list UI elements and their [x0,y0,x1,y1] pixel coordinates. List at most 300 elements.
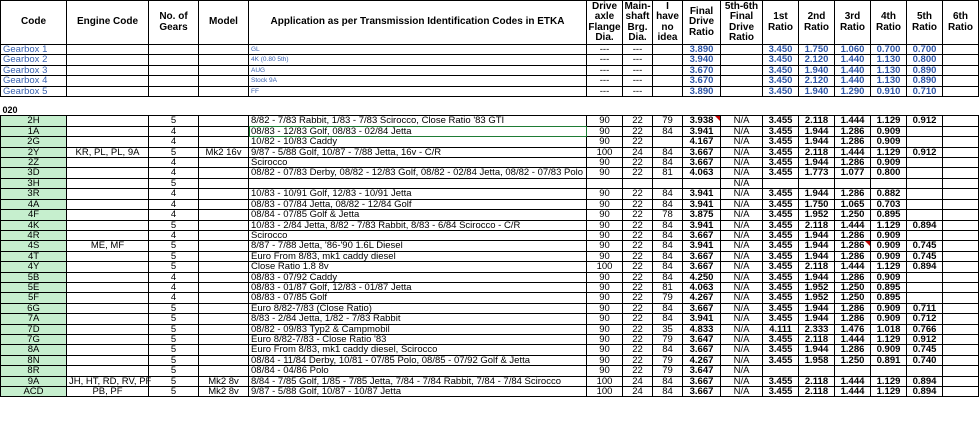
gears-cell[interactable]: 4 [149,282,199,292]
column-header[interactable]: 5th Ratio [907,1,943,45]
ratio-cell[interactable]: 0.766 [907,324,943,334]
cell[interactable]: 84 [653,376,683,386]
cell[interactable]: 22 [623,272,653,282]
ratio-cell[interactable]: 1.286 [835,251,871,261]
code-cell[interactable]: 2H [1,116,67,126]
ratio-cell[interactable]: 1.286 [835,345,871,355]
ratio-cell[interactable]: 3.455 [763,303,799,313]
cell[interactable]: 84 [653,158,683,168]
cell[interactable]: --- [623,55,653,65]
ratio-cell[interactable]: 3.455 [763,282,799,292]
ratio-cell[interactable]: 0.910 [871,86,907,96]
code-cell[interactable]: 2Z [1,158,67,168]
final-drive-cell[interactable]: 3.670 [683,65,721,75]
ratio-cell[interactable]: 0.909 [871,345,907,355]
ratio-cell[interactable]: 1.444 [835,116,871,126]
cell[interactable]: N/A [721,345,763,355]
code-cell[interactable]: 4Y [1,262,67,272]
cell[interactable]: 22 [623,230,653,240]
ratio-cell[interactable]: 0.891 [871,355,907,365]
ratio-cell[interactable]: 3.455 [763,230,799,240]
cell[interactable] [653,178,683,188]
ratio-cell[interactable]: 1.286 [835,137,871,147]
cell[interactable]: 90 [587,334,623,344]
model-cell[interactable]: Mk2 16v [199,147,249,157]
ratio-cell[interactable] [943,355,979,365]
cell[interactable] [199,45,249,55]
ratio-cell[interactable]: 1.440 [835,65,871,75]
ratio-cell[interactable] [943,116,979,126]
ratio-cell[interactable]: 2.118 [799,376,835,386]
ratio-cell[interactable]: 0.700 [907,45,943,55]
column-header[interactable]: 4th Ratio [871,1,907,45]
gears-cell[interactable]: 4 [149,199,199,209]
ratio-cell[interactable]: 0.909 [871,251,907,261]
final-drive-cell[interactable]: 3.941 [683,314,721,324]
application-cell[interactable]: 08/82 - 09/83 Typ2 & Campmobil [249,324,587,334]
model-cell[interactable] [199,355,249,365]
ratio-cell[interactable] [763,366,799,376]
cell[interactable] [653,45,683,55]
ratio-cell[interactable]: 1.250 [835,210,871,220]
ratio-cell[interactable]: 0.909 [871,314,907,324]
code-cell[interactable]: 5E [1,282,67,292]
ratio-cell[interactable]: 1.944 [799,314,835,324]
application-cell[interactable]: 8/82 - 7/83 Rabbit, 1/83 - 7/83 Scirocco, Close Ratio '83 GTI [249,116,587,126]
cell[interactable]: 90 [587,282,623,292]
engine-code-cell[interactable] [67,282,149,292]
code-cell[interactable]: 4F [1,210,67,220]
model-cell[interactable] [199,293,249,303]
ratio-cell[interactable] [835,366,871,376]
ratio-cell[interactable]: 1.286 [835,303,871,313]
engine-code-cell[interactable] [67,116,149,126]
cell[interactable]: N/A [721,324,763,334]
application-cell[interactable]: 9/87 - 5/88 Golf, 10/87 - 10/87 Jetta [249,387,587,397]
cell[interactable]: --- [587,76,623,86]
model-cell[interactable]: Mk2 8v [199,387,249,397]
cell[interactable]: 79 [653,334,683,344]
cell[interactable] [149,45,199,55]
ratio-cell[interactable]: 1.940 [799,65,835,75]
cell[interactable]: 81 [653,168,683,178]
ratio-cell[interactable]: 0.895 [871,210,907,220]
cell[interactable]: N/A [721,282,763,292]
cell[interactable]: 90 [587,158,623,168]
column-header[interactable]: Drive axle Flange Dia. [588,0,621,43]
column-header[interactable]: Engine Code [67,1,149,45]
gearbox-name-cell[interactable]: Gearbox 5 [1,86,67,96]
cell[interactable]: N/A [721,376,763,386]
ratio-cell[interactable]: 1.944 [799,303,835,313]
ratio-cell[interactable]: 1.018 [871,324,907,334]
engine-code-cell[interactable] [67,220,149,230]
code-cell[interactable]: 5B [1,272,67,282]
ratio-cell[interactable]: 1.444 [835,376,871,386]
ratio-cell[interactable]: 1.944 [799,126,835,136]
cell[interactable]: 90 [587,251,623,261]
application-cell[interactable]: 08/84 - 04/86 Polo [249,366,587,376]
cell[interactable]: N/A [721,168,763,178]
gears-cell[interactable]: 5 [149,376,199,386]
ratio-cell[interactable]: 3.455 [763,334,799,344]
column-header[interactable]: 2nd Ratio [799,1,835,45]
application-cell[interactable]: FF [249,86,587,96]
cell[interactable]: 100 [587,262,623,272]
ratio-cell[interactable]: 3.455 [763,199,799,209]
cell[interactable] [149,55,199,65]
code-cell[interactable]: 7A [1,314,67,324]
ratio-cell[interactable]: 1.077 [835,168,871,178]
cell[interactable]: 84 [653,272,683,282]
ratio-cell[interactable] [943,147,979,157]
cell[interactable] [721,76,763,86]
ratio-cell[interactable]: 2.120 [799,76,835,86]
ratio-cell[interactable]: 0.711 [907,303,943,313]
cell[interactable]: N/A [721,314,763,324]
ratio-cell[interactable]: 0.909 [871,272,907,282]
final-drive-cell[interactable]: 3.938 [683,116,721,126]
model-cell[interactable] [199,126,249,136]
cell[interactable] [67,65,149,75]
ratio-cell[interactable] [943,366,979,376]
model-cell[interactable] [199,241,249,251]
ratio-cell[interactable]: 1.944 [799,137,835,147]
engine-code-cell[interactable]: PB, PF [67,387,149,397]
cell[interactable]: 84 [653,126,683,136]
ratio-cell[interactable] [943,282,979,292]
ratio-cell[interactable] [943,158,979,168]
ratio-cell[interactable]: 1.952 [799,282,835,292]
model-cell[interactable] [199,303,249,313]
ratio-cell[interactable]: 0.894 [907,387,943,397]
cell[interactable]: 90 [587,293,623,303]
model-cell[interactable]: Mk2 8v [199,376,249,386]
engine-code-cell[interactable] [67,178,149,188]
final-drive-cell[interactable]: 3.890 [683,45,721,55]
column-header[interactable]: Main-shaft Brg. Dia. [624,0,651,43]
application-cell[interactable]: GL [249,45,587,55]
cell[interactable]: N/A [721,293,763,303]
application-cell[interactable]: 08/83 - 07/92 Caddy [249,272,587,282]
ratio-cell[interactable]: 1.944 [799,272,835,282]
ratio-cell[interactable]: 0.909 [871,230,907,240]
final-drive-cell[interactable]: 4.267 [683,355,721,365]
cell[interactable]: 84 [653,314,683,324]
ratio-cell[interactable]: 3.455 [763,158,799,168]
cell[interactable] [653,76,683,86]
code-cell[interactable]: 3H [1,178,67,188]
cell[interactable]: 22 [623,334,653,344]
ratio-cell[interactable]: 1.773 [799,168,835,178]
ratio-cell[interactable]: 1.940 [799,86,835,96]
column-header[interactable]: Application as per Transmission Identification Codes in ETKA [249,1,587,45]
cell[interactable]: 79 [653,355,683,365]
ratio-cell[interactable]: 1.060 [835,45,871,55]
cell[interactable]: 90 [587,168,623,178]
cell[interactable]: 22 [623,366,653,376]
ratio-cell[interactable]: 2.118 [799,387,835,397]
ratio-cell[interactable] [907,158,943,168]
ratio-cell[interactable]: 0.895 [871,282,907,292]
ratio-cell[interactable]: 1.129 [871,116,907,126]
cell[interactable]: N/A [721,189,763,199]
cell[interactable] [943,76,979,86]
ratio-cell[interactable]: 3.455 [763,168,799,178]
ratio-cell[interactable]: 4.111 [763,324,799,334]
cell[interactable]: 100 [587,376,623,386]
ratio-cell[interactable]: 0.894 [907,220,943,230]
final-drive-cell[interactable]: 4.267 [683,293,721,303]
cell[interactable]: 22 [623,303,653,313]
ratio-cell[interactable]: 0.912 [907,334,943,344]
column-header[interactable]: No. of Gears [149,1,199,45]
code-cell[interactable]: 7G [1,334,67,344]
cell[interactable]: 81 [653,282,683,292]
model-cell[interactable] [199,345,249,355]
code-cell[interactable]: 8R [1,366,67,376]
cell[interactable]: 90 [587,116,623,126]
code-cell[interactable]: 2G [1,137,67,147]
code-cell[interactable]: 9A [1,376,67,386]
ratio-cell[interactable]: 0.909 [871,137,907,147]
cell[interactable]: N/A [721,241,763,251]
cell[interactable]: 100 [587,147,623,157]
gears-cell[interactable]: 5 [149,334,199,344]
cell[interactable]: 78 [653,210,683,220]
ratio-cell[interactable] [943,178,979,188]
final-drive-cell[interactable]: 3.667 [683,262,721,272]
final-drive-cell[interactable]: 3.941 [683,199,721,209]
ratio-cell[interactable] [943,199,979,209]
model-cell[interactable] [199,230,249,240]
cell[interactable] [199,55,249,65]
ratio-cell[interactable]: 2.118 [799,147,835,157]
ratio-cell[interactable]: 3.455 [763,147,799,157]
gearbox-name-cell[interactable]: Gearbox 4 [1,76,67,86]
engine-code-cell[interactable] [67,168,149,178]
ratio-cell[interactable]: 2.118 [799,116,835,126]
gears-cell[interactable]: 5 [149,116,199,126]
ratio-cell[interactable]: 1.476 [835,324,871,334]
ratio-cell[interactable]: 1.286 [835,189,871,199]
application-cell[interactable]: Euro 8/82-7/83 (Close Ratio) [249,303,587,313]
model-cell[interactable] [199,189,249,199]
engine-code-cell[interactable]: JH, HT, RD, RV, PF [67,376,149,386]
ratio-cell[interactable] [907,199,943,209]
cell[interactable]: 90 [587,126,623,136]
cell[interactable]: 22 [623,314,653,324]
cell[interactable] [149,65,199,75]
ratio-cell[interactable]: 3.450 [763,86,799,96]
cell[interactable]: N/A [721,262,763,272]
engine-code-cell[interactable] [67,345,149,355]
cell[interactable] [587,178,623,188]
ratio-cell[interactable] [907,178,943,188]
model-cell[interactable] [199,334,249,344]
ratio-cell[interactable]: 1.286 [835,158,871,168]
ratio-cell[interactable]: 1.750 [799,199,835,209]
cell[interactable]: 22 [623,262,653,272]
ratio-cell[interactable]: 1.444 [835,220,871,230]
column-header[interactable]: Model [199,1,249,45]
ratio-cell[interactable] [943,272,979,282]
ratio-cell[interactable]: 0.800 [871,168,907,178]
engine-code-cell[interactable] [67,189,149,199]
application-cell[interactable]: 9/87 - 5/88 Golf, 10/87 - 7/88 Jetta, 16v - C/R [249,147,587,157]
ratio-cell[interactable] [943,168,979,178]
cell[interactable]: N/A [721,147,763,157]
application-cell[interactable]: 10/82 - 10/83 Caddy [249,137,587,147]
cell[interactable]: N/A [721,178,763,188]
ratio-cell[interactable]: 1.286 [835,230,871,240]
gearbox-name-cell[interactable]: Gearbox 1 [1,45,67,55]
ratio-cell[interactable]: 0.909 [871,126,907,136]
model-cell[interactable] [199,168,249,178]
cell[interactable]: 90 [587,355,623,365]
ratio-cell[interactable] [907,126,943,136]
engine-code-cell[interactable] [67,158,149,168]
cell[interactable] [721,45,763,55]
cell[interactable] [149,76,199,86]
column-header[interactable]: 1st Ratio [763,1,799,45]
ratio-cell[interactable]: 3.450 [763,45,799,55]
model-cell[interactable] [199,199,249,209]
cell[interactable]: 22 [623,116,653,126]
ratio-cell[interactable]: 0.700 [871,45,907,55]
cell[interactable] [653,137,683,147]
ratio-cell[interactable]: 1.130 [871,76,907,86]
engine-code-cell[interactable] [67,293,149,303]
engine-code-cell[interactable] [67,199,149,209]
cell[interactable] [943,65,979,75]
code-cell[interactable]: 7D [1,324,67,334]
application-cell[interactable]: 8/87 - 7/88 Jetta, '86-'90 1.6L Diesel [249,241,587,251]
gearbox-name-cell[interactable]: Gearbox 3 [1,65,67,75]
cell[interactable]: 22 [623,324,653,334]
cell[interactable] [199,65,249,75]
cell[interactable]: 84 [653,387,683,397]
gears-cell[interactable]: 5 [149,314,199,324]
engine-code-cell[interactable] [67,272,149,282]
column-header[interactable]: 5th-6th Final Drive Ratio [721,1,763,45]
cell[interactable]: 22 [623,293,653,303]
ratio-cell[interactable] [943,126,979,136]
cell[interactable]: N/A [721,303,763,313]
final-drive-cell[interactable]: 3.647 [683,366,721,376]
cell[interactable]: 90 [587,272,623,282]
application-cell[interactable]: 08/83 - 01/87 Golf, 12/83 - 01/87 Jetta [249,282,587,292]
cell[interactable]: N/A [721,137,763,147]
ratio-cell[interactable]: 1.444 [835,262,871,272]
model-cell[interactable] [199,324,249,334]
application-cell[interactable]: 10/83 - 10/91 Golf, 12/83 - 10/91 Jetta [249,189,587,199]
cell[interactable]: 22 [623,355,653,365]
final-drive-cell[interactable]: 3.941 [683,220,721,230]
application-cell[interactable]: 8/83 - 2/84 Jetta, 1/82 - 7/83 Rabbit [249,314,587,324]
cell[interactable]: 84 [653,220,683,230]
ratio-cell[interactable]: 0.909 [871,158,907,168]
ratio-cell[interactable]: 1.952 [799,293,835,303]
ratio-cell[interactable]: 1.129 [871,262,907,272]
application-cell[interactable]: 08/82 - 07/83 Derby, 08/82 - 12/83 Golf, 08/82 - 02/84 Jetta, 08/82 - 07/83 Polo [249,168,587,178]
column-header[interactable]: 6th Ratio [943,1,979,45]
final-drive-cell[interactable]: 4.833 [683,324,721,334]
ratio-cell[interactable] [907,282,943,292]
ratio-cell[interactable]: 1.129 [871,334,907,344]
ratio-cell[interactable] [943,137,979,147]
ratio-cell[interactable] [907,168,943,178]
ratio-cell[interactable] [907,210,943,220]
ratio-cell[interactable] [907,366,943,376]
ratio-cell[interactable]: 3.455 [763,137,799,147]
ratio-cell[interactable]: 2.118 [799,262,835,272]
gearbox-name-cell[interactable]: Gearbox 2 [1,55,67,65]
ratio-cell[interactable]: 0.912 [907,116,943,126]
ratio-cell[interactable] [871,178,907,188]
ratio-cell[interactable]: 0.894 [907,376,943,386]
final-drive-cell[interactable]: 3.667 [683,303,721,313]
ratio-cell[interactable]: 2.118 [799,334,835,344]
model-cell[interactable] [199,210,249,220]
ratio-cell[interactable]: 3.455 [763,262,799,272]
application-cell[interactable]: Scirocco [249,230,587,240]
ratio-cell[interactable]: 1.952 [799,210,835,220]
ratio-cell[interactable] [835,178,871,188]
gears-cell[interactable]: 5 [149,241,199,251]
ratio-cell[interactable]: 1.444 [835,387,871,397]
engine-code-cell[interactable]: KR, PL, PL, 9A [67,147,149,157]
application-cell[interactable]: 08/83 - 07/84 Jetta, 08/82 - 12/84 Golf [249,199,587,209]
ratio-cell[interactable]: 1.944 [799,345,835,355]
cell[interactable]: N/A [721,210,763,220]
engine-code-cell[interactable] [67,262,149,272]
ratio-cell[interactable]: 3.455 [763,189,799,199]
cell[interactable]: 24 [623,387,653,397]
gears-cell[interactable]: 5 [149,355,199,365]
cell[interactable]: N/A [721,158,763,168]
application-cell[interactable]: AUG [249,65,587,75]
gears-cell[interactable]: 5 [149,324,199,334]
ratio-cell[interactable]: 1.065 [835,199,871,209]
cell[interactable]: 22 [623,251,653,261]
ratio-cell[interactable] [943,345,979,355]
cell[interactable] [199,86,249,96]
gears-cell[interactable]: 5 [149,387,199,397]
ratio-cell[interactable] [799,366,835,376]
cell[interactable] [149,86,199,96]
ratio-cell[interactable] [907,230,943,240]
code-cell[interactable]: 2Y [1,147,67,157]
code-cell[interactable]: 8N [1,355,67,365]
ratio-cell[interactable]: 3.455 [763,345,799,355]
ratio-cell[interactable]: 1.129 [871,387,907,397]
ratio-cell[interactable] [943,230,979,240]
final-drive-cell[interactable]: 3.941 [683,189,721,199]
cell[interactable]: N/A [721,366,763,376]
code-cell[interactable]: 3D [1,168,67,178]
final-drive-cell[interactable]: 3.647 [683,334,721,344]
cell[interactable] [199,76,249,86]
cell[interactable]: 22 [623,210,653,220]
application-cell[interactable]: Scirocco [249,158,587,168]
ratio-cell[interactable]: 1.286 [835,314,871,324]
ratio-cell[interactable]: 1.129 [871,376,907,386]
engine-code-cell[interactable] [67,324,149,334]
ratio-cell[interactable]: 1.250 [835,355,871,365]
gears-cell[interactable]: 4 [149,272,199,282]
ratio-cell[interactable]: 3.450 [763,76,799,86]
